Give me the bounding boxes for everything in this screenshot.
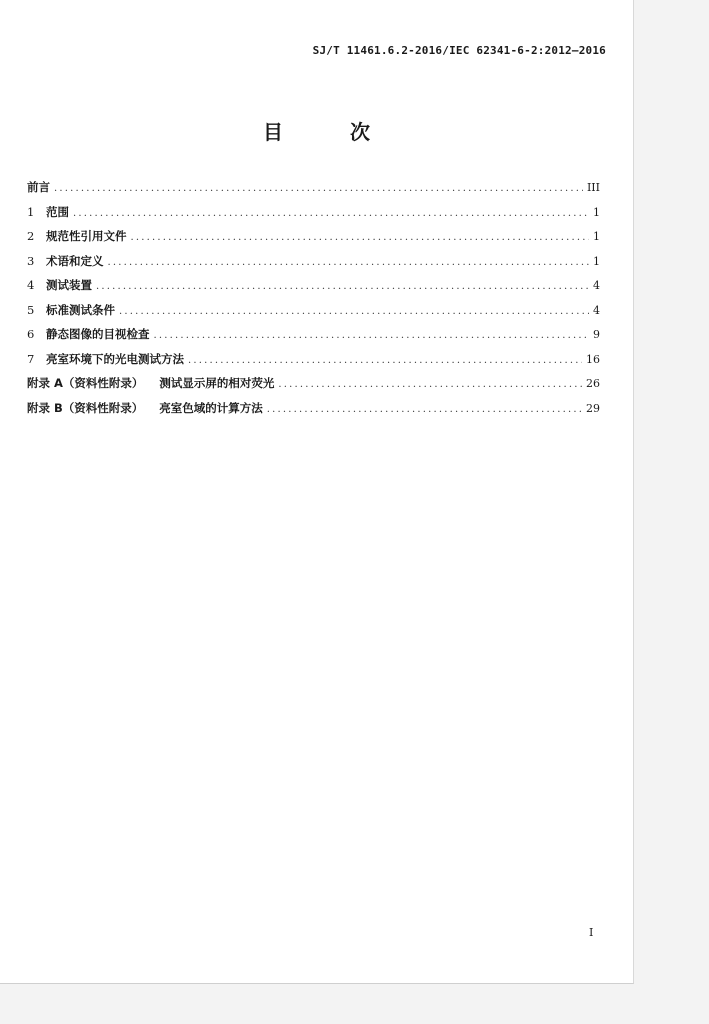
toc-entry-terms-definitions[interactable]	[27, 254, 600, 279]
toc-entry-standard-test-conditions[interactable]	[27, 303, 600, 328]
standard-number-header: SJ/T 11461.6.2-2016/IEC 62341-6-2:2012—2016	[312, 44, 606, 57]
leader-dots	[108, 256, 590, 270]
toc-page-number: 9	[593, 328, 600, 341]
toc-page-number: 4	[593, 279, 600, 292]
toc-page-number: III	[586, 181, 600, 194]
toc-page-number: 16	[586, 352, 600, 366]
toc-entry-label: 标准测试条件	[46, 302, 115, 317]
toc-entry-test-apparatus[interactable]	[27, 278, 600, 303]
toc-entry-number: 1	[27, 204, 35, 219]
leader-dots	[119, 305, 589, 319]
toc-entry-label: 附录 B（资料性附录）	[27, 400, 144, 415]
toc-entry-label: 范围	[46, 204, 69, 219]
leader-dots	[96, 280, 589, 294]
toc-entry-subtitle: 测试显示屏的相对荧光	[159, 376, 275, 390]
toc-page-number: 26	[586, 377, 600, 390]
toc-entry-bright-room-methods[interactable]	[27, 352, 600, 377]
toc-entry-label: 术语和定义	[46, 253, 104, 268]
toc-entry-label: 前言	[27, 180, 50, 194]
toc-entry-foreword[interactable]	[27, 180, 600, 205]
toc-entry-scope[interactable]	[27, 205, 600, 230]
toc-page-number: 1	[593, 205, 600, 219]
toc-entry-appendix-b[interactable]	[27, 401, 600, 426]
toc-entry-visual-inspection[interactable]	[27, 327, 600, 352]
leader-dots	[188, 354, 582, 368]
toc-entry-label: 亮室环境下的光电测试方法	[46, 351, 184, 366]
leader-dots	[131, 231, 590, 245]
leader-dots	[54, 182, 583, 196]
leader-dots	[267, 403, 582, 417]
toc-entry-label: 附录 A（资料性附录）	[27, 376, 144, 390]
leader-dots	[73, 207, 589, 221]
toc-entry-label: 静态图像的目视检查	[46, 327, 150, 341]
toc-entry-label: 规范性引用文件	[46, 229, 127, 243]
toc-entry-number: 4	[27, 278, 35, 292]
page-folio: I	[589, 926, 594, 939]
leader-dots	[278, 378, 582, 392]
toc-entry-number: 6	[27, 327, 35, 341]
table-of-contents	[27, 180, 600, 425]
toc-page-number: 1	[593, 230, 600, 243]
toc-entry-normative-references[interactable]	[27, 229, 600, 254]
toc-entry-number: 2	[27, 229, 35, 243]
toc-entry-appendix-a[interactable]	[27, 376, 600, 401]
toc-page-number: 4	[593, 303, 600, 317]
toc-entry-number: 5	[27, 302, 35, 317]
toc-page-number: 1	[593, 254, 600, 268]
toc-entry-number: 7	[27, 351, 35, 366]
toc-entry-number: 3	[27, 253, 35, 268]
page-title: 目 次	[263, 120, 400, 144]
toc-page-number: 29	[586, 401, 600, 415]
leader-dots	[154, 329, 590, 343]
toc-entry-label: 测试装置	[46, 278, 92, 292]
toc-entry-subtitle: 亮室色域的计算方法	[159, 400, 263, 415]
